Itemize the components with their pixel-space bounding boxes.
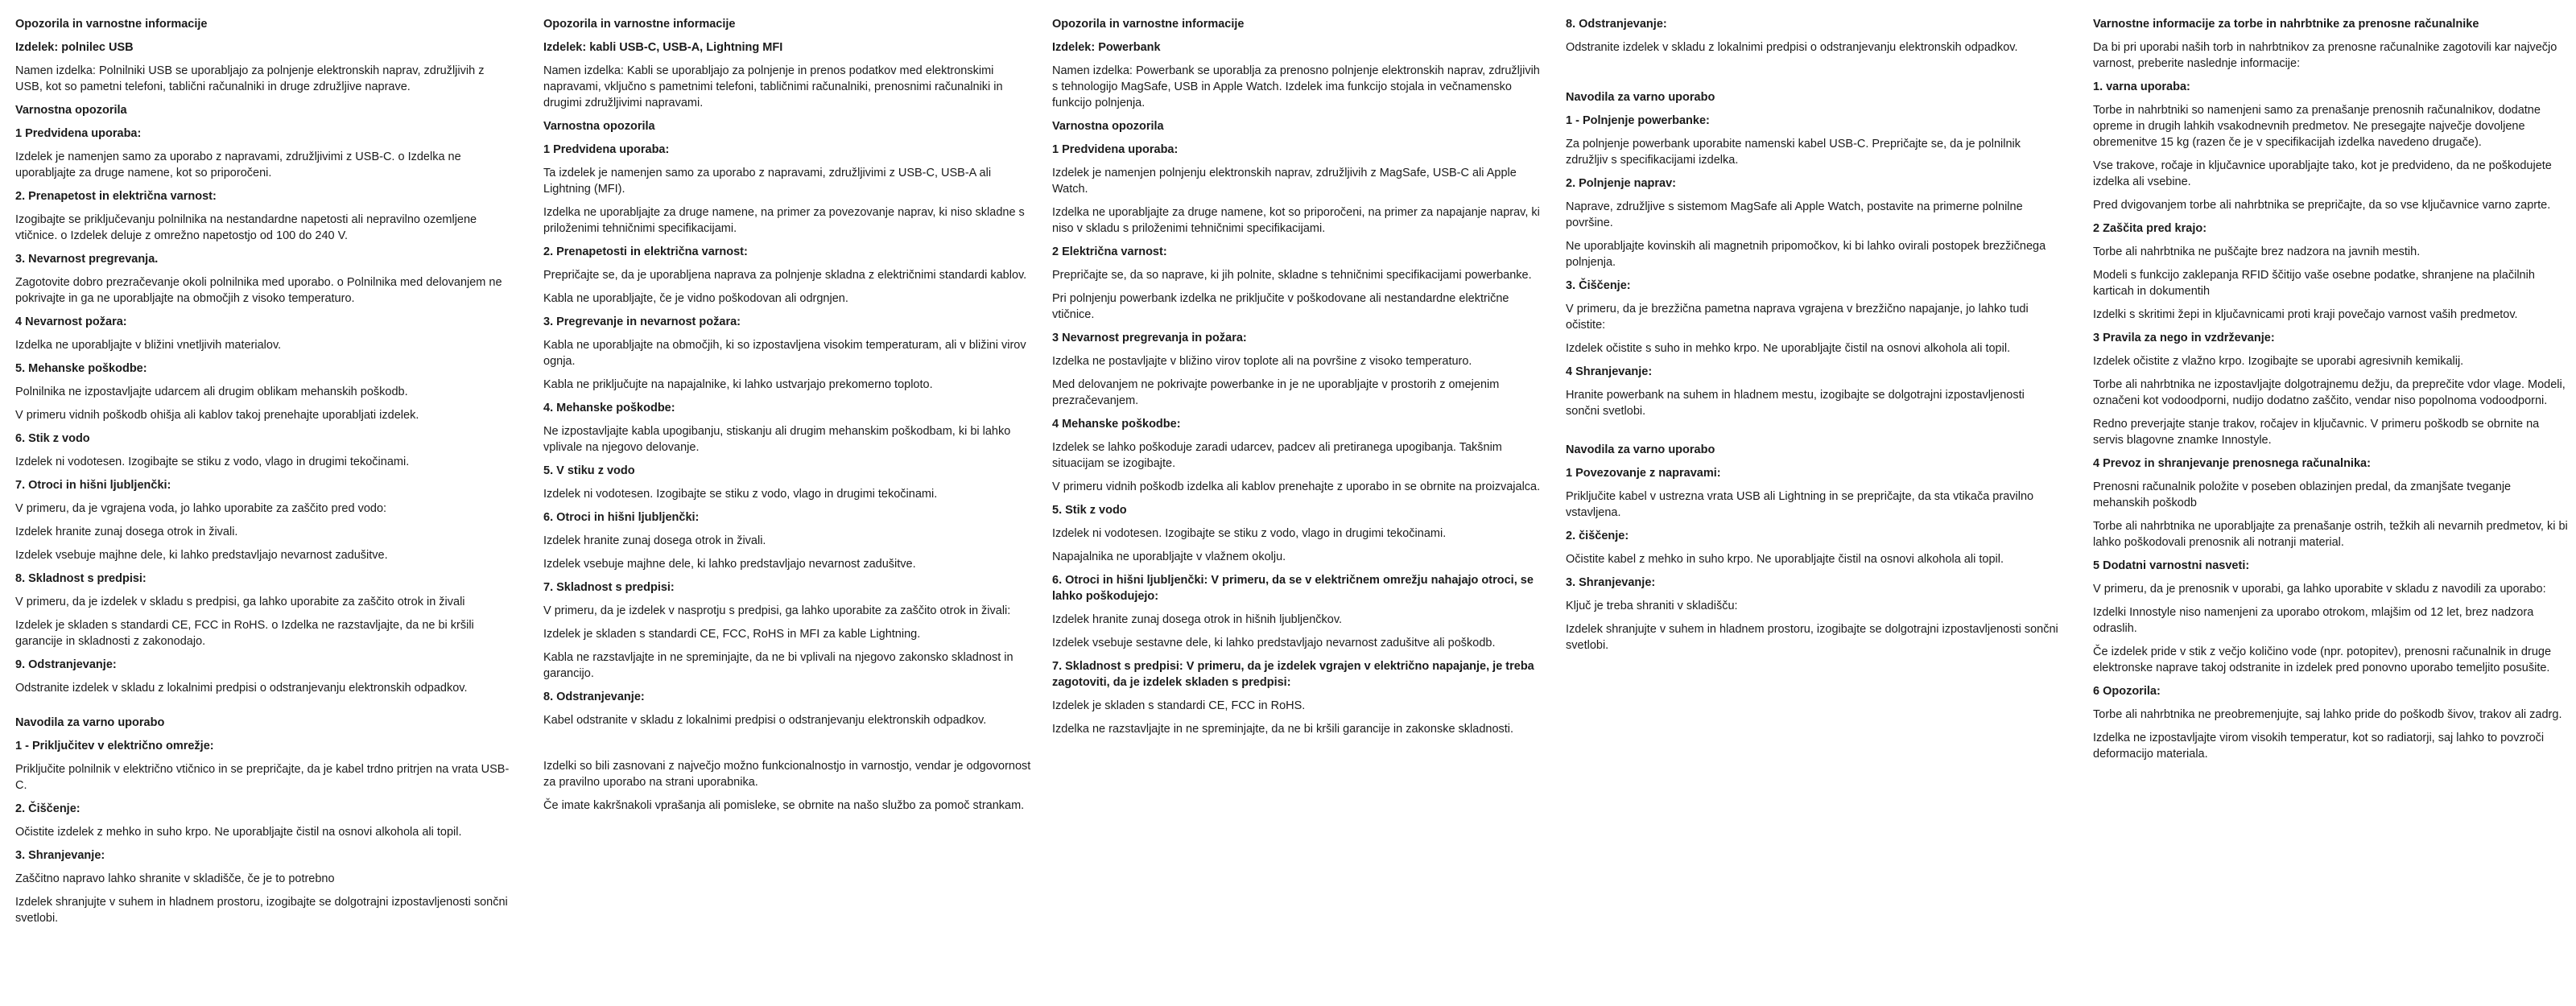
section-heading: 3 Pravila za nego in vzdrževanje: <box>2093 332 2275 344</box>
section-heading: 1 Predvidena uporaba: <box>1052 143 1179 156</box>
section-heading: 2. Čiščenje: <box>15 802 80 815</box>
section-heading: 5 Dodatni varnostni nasveti: <box>2093 559 2250 572</box>
paragraph: Namen izdelka: Polnilniki USB se uporabljajo za polnjenje elektronskih naprav, združljivih z USB, kot so pametni telefoni, tablični računalniki in druge združljive naprave. <box>15 64 485 93</box>
paragraph: Izdelka ne uporabljajte za druge namene, na primer za povezovanje naprav, ki niso skladne s priloženimi tehničnimi specifikacijami. <box>543 206 1025 235</box>
paragraph: Polnilnika ne izpostavljajte udarcem ali drugim oblikam mehanskih poškodb. <box>15 385 408 398</box>
section-heading: 6. Otroci in hišni ljubljenčki: V primeru, da se v električnem omrežju nahajajo otroci, se lahko poškodujejo: <box>1052 574 1534 603</box>
section-heading: Opozorila in varnostne informacije <box>15 18 208 31</box>
paragraph: Torbe ali nahrbtnika ne uporabljajte za prenašanje ostrih, težkih ali nevarnih predmetov, ki bi lahko poškodovali prenosnik ali notranji material. <box>2093 520 2568 549</box>
column-usb-charger <box>15 16 510 934</box>
paragraph: Izdelek je skladen s standardi CE, FCC in RoHS. <box>1052 699 1306 712</box>
paragraph: Izdelek očistite s suho in mehko krpo. Ne uporabljajte čistil na osnovi alkohola ali topil. <box>1566 342 2011 355</box>
paragraph: Odstranite izdelek v skladu z lokalnimi predpisi o odstranjevanju elektronskih odpadkov. <box>1566 41 2018 54</box>
paragraph: Izdelek je namenjen samo za uporabo z napravami, združljivimi z USB-C. o Izdelka ne uporabljajte za druge namene, kot so priporočeni. <box>15 150 461 179</box>
section-heading: Varnostne informacije za torbe in nahrbtnike za prenosne računalnike <box>2093 18 2479 31</box>
section-heading: 4 Prevoz in shranjevanje prenosnega računalnika: <box>2093 457 2371 470</box>
paragraph: Prepričajte se, da je uporabljena naprava za polnjenje skladna z električnimi standardi kablov. <box>543 269 1027 282</box>
paragraph: Ne izpostavljajte kabla upogibanju, stiskanju ali drugim mehanskim poškodbam, ki bi lahko vplivale na njegovo delovanje. <box>543 425 1011 454</box>
paragraph: Kabel odstranite v skladu z lokalnimi predpisi o odstranjevanju elektronskih odpadkov. <box>543 714 987 727</box>
section-heading: 3. Shranjevanje: <box>1566 576 1656 589</box>
section-heading: Navodila za varno uporabo <box>1566 443 1715 456</box>
section-heading: Varnostna opozorila <box>543 120 655 133</box>
section-heading: Navodila za varno uporabo <box>15 716 165 729</box>
column-laptop-bags <box>2093 16 2570 769</box>
paragraph: Izdelka ne postavljajte v bližino virov toplote ali na površine z visoko temperaturo. <box>1052 355 1472 368</box>
section-heading: 8. Odstranjevanje: <box>543 691 645 703</box>
section-heading: 4 Nevarnost požara: <box>15 315 127 328</box>
paragraph: Ne uporabljajte kovinskih ali magnetnih pripomočkov, ki bi lahko ovirali postopek brezžičnega polnjenja. <box>1566 240 2046 269</box>
paragraph: Izdelek hranite zunaj dosega otrok in hišnih ljubljenčkov. <box>1052 613 1343 626</box>
paragraph: Zagotovite dobro prezračevanje okoli polnilnika med uporabo. o Polnilnika med delovanjem ne pokrivajte in ga ne uporabljajte na območjih z visoko temperaturo. <box>15 276 502 305</box>
column-powerbank-usage <box>1566 16 2061 661</box>
paragraph: V primeru, da je izdelek v nasprotju s predpisi, ga lahko uporabite za zaščito otrok in živali: <box>543 604 1011 617</box>
paragraph: V primeru, da je brezžična pametna naprava vgrajena v brezžično napajanje, jo lahko tudi očistite: <box>1566 303 2029 332</box>
paragraph: Izdelek vsebuje sestavne dele, ki lahko predstavljajo nevarnost zadušitve ali poškodb. <box>1052 637 1496 649</box>
section-heading: 5. Mehanske poškodbe: <box>15 362 147 375</box>
section-heading: 6. Stik z vodo <box>15 432 90 445</box>
section-heading: 2 Električna varnost: <box>1052 245 1167 258</box>
section-heading: 2. Polnjenje naprav: <box>1566 177 1676 190</box>
paragraph: Izdelka ne razstavljajte in ne spreminjajte, da ne bi kršili garancije in zakonske skladnosti. <box>1052 723 1514 736</box>
paragraph: Izdelek očistite z vlažno krpo. Izogibajte se uporabi agresivnih kemikalij. <box>2093 355 2464 368</box>
paragraph: Izdelek vsebuje majhne dele, ki lahko predstavljajo nevarnost zadušitve. <box>15 549 388 562</box>
paragraph: Izdelki s skritimi žepi in ključavnicami proti kraji povečajo varnost vaših predmetov. <box>2093 308 2518 321</box>
paragraph: Prenosni računalnik položite v poseben oblazinjen predal, da zmanjšate tveganje mehanskih poškodb <box>2093 480 2512 509</box>
paragraph: Med delovanjem ne pokrivajte powerbanke in je ne uporabljajte v prostorih z omejenim prezračevanjem. <box>1052 378 1500 407</box>
paragraph: Izdelka ne uporabljajte za druge namene, kot so priporočeni, na primer za napajanje naprav, ki niso v skladu s priloženimi tehničnimi specifikacijami. <box>1052 206 1540 235</box>
section-heading: 1 - Priključitev v električno omrežje: <box>15 740 214 752</box>
section-heading: 2. Prenapetost in električna varnost: <box>15 190 217 203</box>
paragraph: Izdelka ne izpostavljajte virom visokih temperatur, kot so radiatorji, saj lahko to povzroči deformacijo materiala. <box>2093 732 2545 761</box>
paragraph: Da bi pri uporabi naših torb in nahrbtnikov za prenosne računalnike zagotovili kar največjo varnost, preberite naslednje informacije: <box>2093 41 2557 70</box>
paragraph: Ključ je treba shraniti v skladišču: <box>1566 600 1738 612</box>
paragraph: Če imate kakršnakoli vprašanja ali pomisleke, se obrnite na našo službo za pomoč strankam. <box>543 799 1025 812</box>
section-heading: Izdelek: kabli USB-C, USB-A, Lightning MFI <box>543 41 783 54</box>
section-heading: 3 Nevarnost pregrevanja in požara: <box>1052 332 1247 344</box>
paragraph: V primeru vidnih poškodb izdelka ali kablov prenehajte z uporabo in se obrnite na proizvajalca. <box>1052 480 1541 493</box>
paragraph: Izdelek shranjujte v suhem in hladnem prostoru, izogibajte se dolgotrajni izpostavljenosti sončni svetlobi. <box>1566 623 2058 652</box>
section-heading: 1. varna uporaba: <box>2093 80 2190 93</box>
paragraph: Izdelek ni vodotesen. Izogibajte se stiku z vodo, vlago in drugimi tekočinami. <box>15 456 410 468</box>
section-heading: Izdelek: polnilec USB <box>15 41 134 54</box>
paragraph: Torbe ali nahrbtnika ne puščajte brez nadzora na javnih mestih. <box>2093 245 2421 258</box>
paragraph: Izdelek hranite zunaj dosega otrok in živali. <box>15 526 238 538</box>
paragraph: Vse trakove, ročaje in ključavnice uporabljajte tako, kot je predvideno, da ne poškodujete izdelka ali vsebine. <box>2093 159 2552 188</box>
paragraph: Izdelek shranjujte v suhem in hladnem prostoru, izogibajte se dolgotrajni izpostavljenosti sončni svetlobi. <box>15 896 508 925</box>
paragraph: Namen izdelka: Kabli se uporabljajo za polnjenje in prenos podatkov med elektronskimi napravami, vključno s pametnimi telefoni, tabličnimi računalniki, prenosnimi računalniki in drugimi združljivimi napravami. <box>543 64 1003 109</box>
column-cables <box>543 16 1038 821</box>
section-heading: 7. Skladnost s predpisi: <box>543 581 675 594</box>
paragraph: V primeru, da je izdelek v skladu s predpisi, ga lahko uporabite za zaščito otrok in živali <box>15 596 465 608</box>
paragraph: Torbe ali nahrbtnika ne preobremenjujte, saj lahko pride do poškodb šivov, trakov ali zadrg. <box>2093 708 2562 721</box>
paragraph: Prepričajte se, da so naprave, ki jih polnite, skladne s tehničnimi specifikacijami powerbanke. <box>1052 269 1532 282</box>
paragraph: Za polnjenje powerbank uporabite namenski kabel USB-C. Prepričajte se, da je polnilnik združljiv s specifikacijami izdelka. <box>1566 138 2021 167</box>
paragraph: Izdelek je namenjen polnjenju elektronskih naprav, združljivih z MagSafe, USB-C ali Apple Watch. <box>1052 167 1517 196</box>
section-heading: 8. Odstranjevanje: <box>1566 18 1667 31</box>
paragraph: Izdelki so bili zasnovani z največjo možno funkcionalnostjo in varnostjo, vendar je odgovornost za pravilno uporabo na strani uporabnika. <box>543 760 1031 789</box>
paragraph: Zaščitno napravo lahko shranite v skladišče, če je to potrebno <box>15 872 335 885</box>
section-spacer <box>1566 427 2061 442</box>
section-heading: 1 Predvidena uporaba: <box>15 127 142 140</box>
paragraph: Kabla ne uporabljajte na območjih, ki so izpostavljena visokim temperaturam, ali v bližini virov ognja. <box>543 339 1026 368</box>
section-heading: 9. Odstranjevanje: <box>15 658 117 671</box>
paragraph: V primeru vidnih poškodb ohišja ali kablov takoj prenehajte uporabljati izdelek. <box>15 409 419 422</box>
paragraph: Priključite polnilnik v električno vtičnico in se prepričajte, da je kabel trdno pritrjen na vrata USB-C. <box>15 763 510 792</box>
section-heading: 5. Stik z vodo <box>1052 504 1127 517</box>
paragraph: Redno preverjajte stanje trakov, ročajev in ključavnic. V primeru poškodb se obrnite na servis blagovne znamke Innostyle. <box>2093 418 2540 447</box>
column-powerbank <box>1052 16 1547 744</box>
section-heading: Opozorila in varnostne informacije <box>543 18 736 31</box>
section-heading: 7. Skladnost s predpisi: V primeru, da je izdelek vgrajen v električno napajanje, je treba zagotoviti, da je izdelek skladen s predpisi: <box>1052 660 1534 689</box>
paragraph: Hranite powerbank na suhem in hladnem mestu, izogibajte se dolgotrajni izpostavljenosti sončni svetlobi. <box>1566 389 2025 418</box>
section-heading: 3. Pregrevanje in nevarnost požara: <box>543 315 741 328</box>
section-heading: 5. V stiku z vodo <box>543 464 635 477</box>
paragraph: Izdelka ne uporabljajte v bližini vnetljivih materialov. <box>15 339 282 352</box>
paragraph: Naprave, združljive s sistemom MagSafe ali Apple Watch, postavite na primerne polnilne površine. <box>1566 200 2023 229</box>
paragraph: V primeru, da je vgrajena voda, jo lahko uporabite za zaščito pred vodo: <box>15 502 387 515</box>
paragraph: Torbe ali nahrbtnika ne izpostavljajte dolgotrajnemu dežju, da preprečite vdor vlage. Modeli, označeni kot vodoodporni, nudijo dodatno zaščito, vendar niso popolnoma vodoodporni. <box>2093 378 2566 407</box>
section-heading: Varnostna opozorila <box>1052 120 1164 133</box>
section-heading: 3. Shranjevanje: <box>15 849 105 862</box>
section-heading: 3. Čiščenje: <box>1566 279 1631 292</box>
paragraph: Očistite izdelek z mehko in suho krpo. Ne uporabljajte čistil na osnovi alkohola ali topil. <box>15 826 462 839</box>
paragraph: Napajalnika ne uporabljajte v vlažnem okolju. <box>1052 550 1286 563</box>
section-heading: 6. Otroci in hišni ljubljenčki: <box>543 511 700 524</box>
paragraph: Odstranite izdelek v skladu z lokalnimi predpisi o odstranjevanju elektronskih odpadkov. <box>15 682 468 695</box>
paragraph: Kabla ne priključujte na napajalnike, ki lahko ustvarjajo prekomerno toploto. <box>543 378 933 391</box>
section-heading: 4 Shranjevanje: <box>1566 365 1653 378</box>
section-spacer <box>1566 63 2061 89</box>
section-spacer <box>543 736 1038 758</box>
section-spacer <box>15 703 510 715</box>
section-heading: 4. Mehanske poškodbe: <box>543 402 675 414</box>
paragraph: Izogibajte se priključevanju polnilnika na nestandardne napetosti ali nepravilno ozemljene vtičnice. o Izdelek deluje z omrežno napetostjo od 100 do 240 V. <box>15 213 477 242</box>
section-heading: 6 Opozorila: <box>2093 685 2161 698</box>
section-heading: 1 Predvidena uporaba: <box>543 143 670 156</box>
paragraph: Izdelki Innostyle niso namenjeni za uporabo otrokom, mlajšim od 12 let, brez nadzora odraslih. <box>2093 606 2534 635</box>
paragraph: Ta izdelek je namenjen samo za uporabo z napravami, združljivimi z USB-C, USB-A ali Lightning (MFI). <box>543 167 992 196</box>
section-heading: 2 Zaščita pred krajo: <box>2093 222 2207 235</box>
paragraph: Priključite kabel v ustrezna vrata USB ali Lightning in se prepričajte, da sta vtikača pravilno vstavljena. <box>1566 490 2034 519</box>
paragraph: Če izdelek pride v stik z večjo količino vode (npr. potopitev), prenosni računalnik in druge elektronske naprave takoj odstranite in izdelek pred ponovno uporabo temeljito posušite. <box>2093 645 2552 674</box>
paragraph: Izdelek ni vodotesen. Izogibajte se stiku z vodo, vlago in drugimi tekočinami. <box>1052 527 1447 540</box>
paragraph: Kabla ne uporabljajte, če je vidno poškodovan ali odrgnjen. <box>543 292 848 305</box>
paragraph: Kabla ne razstavljajte in ne spreminjajte, da ne bi vplivali na njegovo zakonsko skladnost in garancijo. <box>543 651 1013 680</box>
paragraph: Izdelek hranite zunaj dosega otrok in živali. <box>543 534 766 547</box>
paragraph: Izdelek se lahko poškoduje zaradi udarcev, padcev ali pretiranega upogibanja. Takšnim situacijam se izogibajte. <box>1052 441 1502 470</box>
section-heading: 2. čiščenje: <box>1566 530 1629 542</box>
paragraph: Modeli s funkcijo zaklepanja RFID ščitijo vaše osebne podatke, shranjene na plačilnih karticah in dokumentih <box>2093 269 2535 298</box>
section-heading: Varnostna opozorila <box>15 104 127 117</box>
paragraph: Izdelek je skladen s standardi CE, FCC, RoHS in MFI za kable Lightning. <box>543 628 921 641</box>
paragraph: Izdelek ni vodotesen. Izogibajte se stiku z vodo, vlago in drugimi tekočinami. <box>543 488 938 501</box>
section-heading: 1 - Polnjenje powerbanke: <box>1566 114 1710 127</box>
paragraph: Izdelek je skladen s standardi CE, FCC in RoHS. o Izdelka ne razstavljajte, da ne bi kršili garancije in skladnosti z zakonodajo. <box>15 619 474 648</box>
section-heading: 2. Prenapetosti in električna varnost: <box>543 245 748 258</box>
paragraph: Očistite kabel z mehko in suho krpo. Ne uporabljajte čistil na osnovi alkohola ali topil. <box>1566 553 2004 566</box>
paragraph: Torbe in nahrbtniki so namenjeni samo za prenašanje prenosnih računalnikov, dodatne opreme in drugih lahkih vsakodnevnih predmetov. Ne presegajte največje dovoljene obremenitve 15 kg (razen če je v specifikacijah izdelka navedeno drugače). <box>2093 104 2541 149</box>
paragraph: Namen izdelka: Powerbank se uporablja za prenosno polnjenje elektronskih naprav, združljivih s tehnologijo MagSafe, USB in Apple Watch. Izdelek ima funkcijo stojala in večnamensko funkcijo polnjenja. <box>1052 64 1540 109</box>
section-heading: 3. Nevarnost pregrevanja. <box>15 253 159 266</box>
section-heading: 4 Mehanske poškodbe: <box>1052 418 1181 431</box>
paragraph: Pred dvigovanjem torbe ali nahrbtnika se prepričajte, da so vse ključavnice varno zaprte. <box>2093 199 2551 212</box>
paragraph: Izdelek vsebuje majhne dele, ki lahko predstavljajo nevarnost zadušitve. <box>543 558 916 571</box>
section-heading: 1 Povezovanje z napravami: <box>1566 467 1721 480</box>
section-heading: 7. Otroci in hišni ljubljenčki: <box>15 479 171 492</box>
section-heading: Opozorila in varnostne informacije <box>1052 18 1245 31</box>
section-heading: 8. Skladnost s predpisi: <box>15 572 147 585</box>
section-heading: Navodila za varno uporabo <box>1566 91 1715 104</box>
paragraph: Pri polnjenju powerbank izdelka ne priključite v poškodovane ali nestandardne električne vtičnice. <box>1052 292 1509 321</box>
section-heading: Izdelek: Powerbank <box>1052 41 1161 54</box>
paragraph: V primeru, da je prenosnik v uporabi, ga lahko uporabite v skladu z navodili za uporabo: <box>2093 583 2546 596</box>
